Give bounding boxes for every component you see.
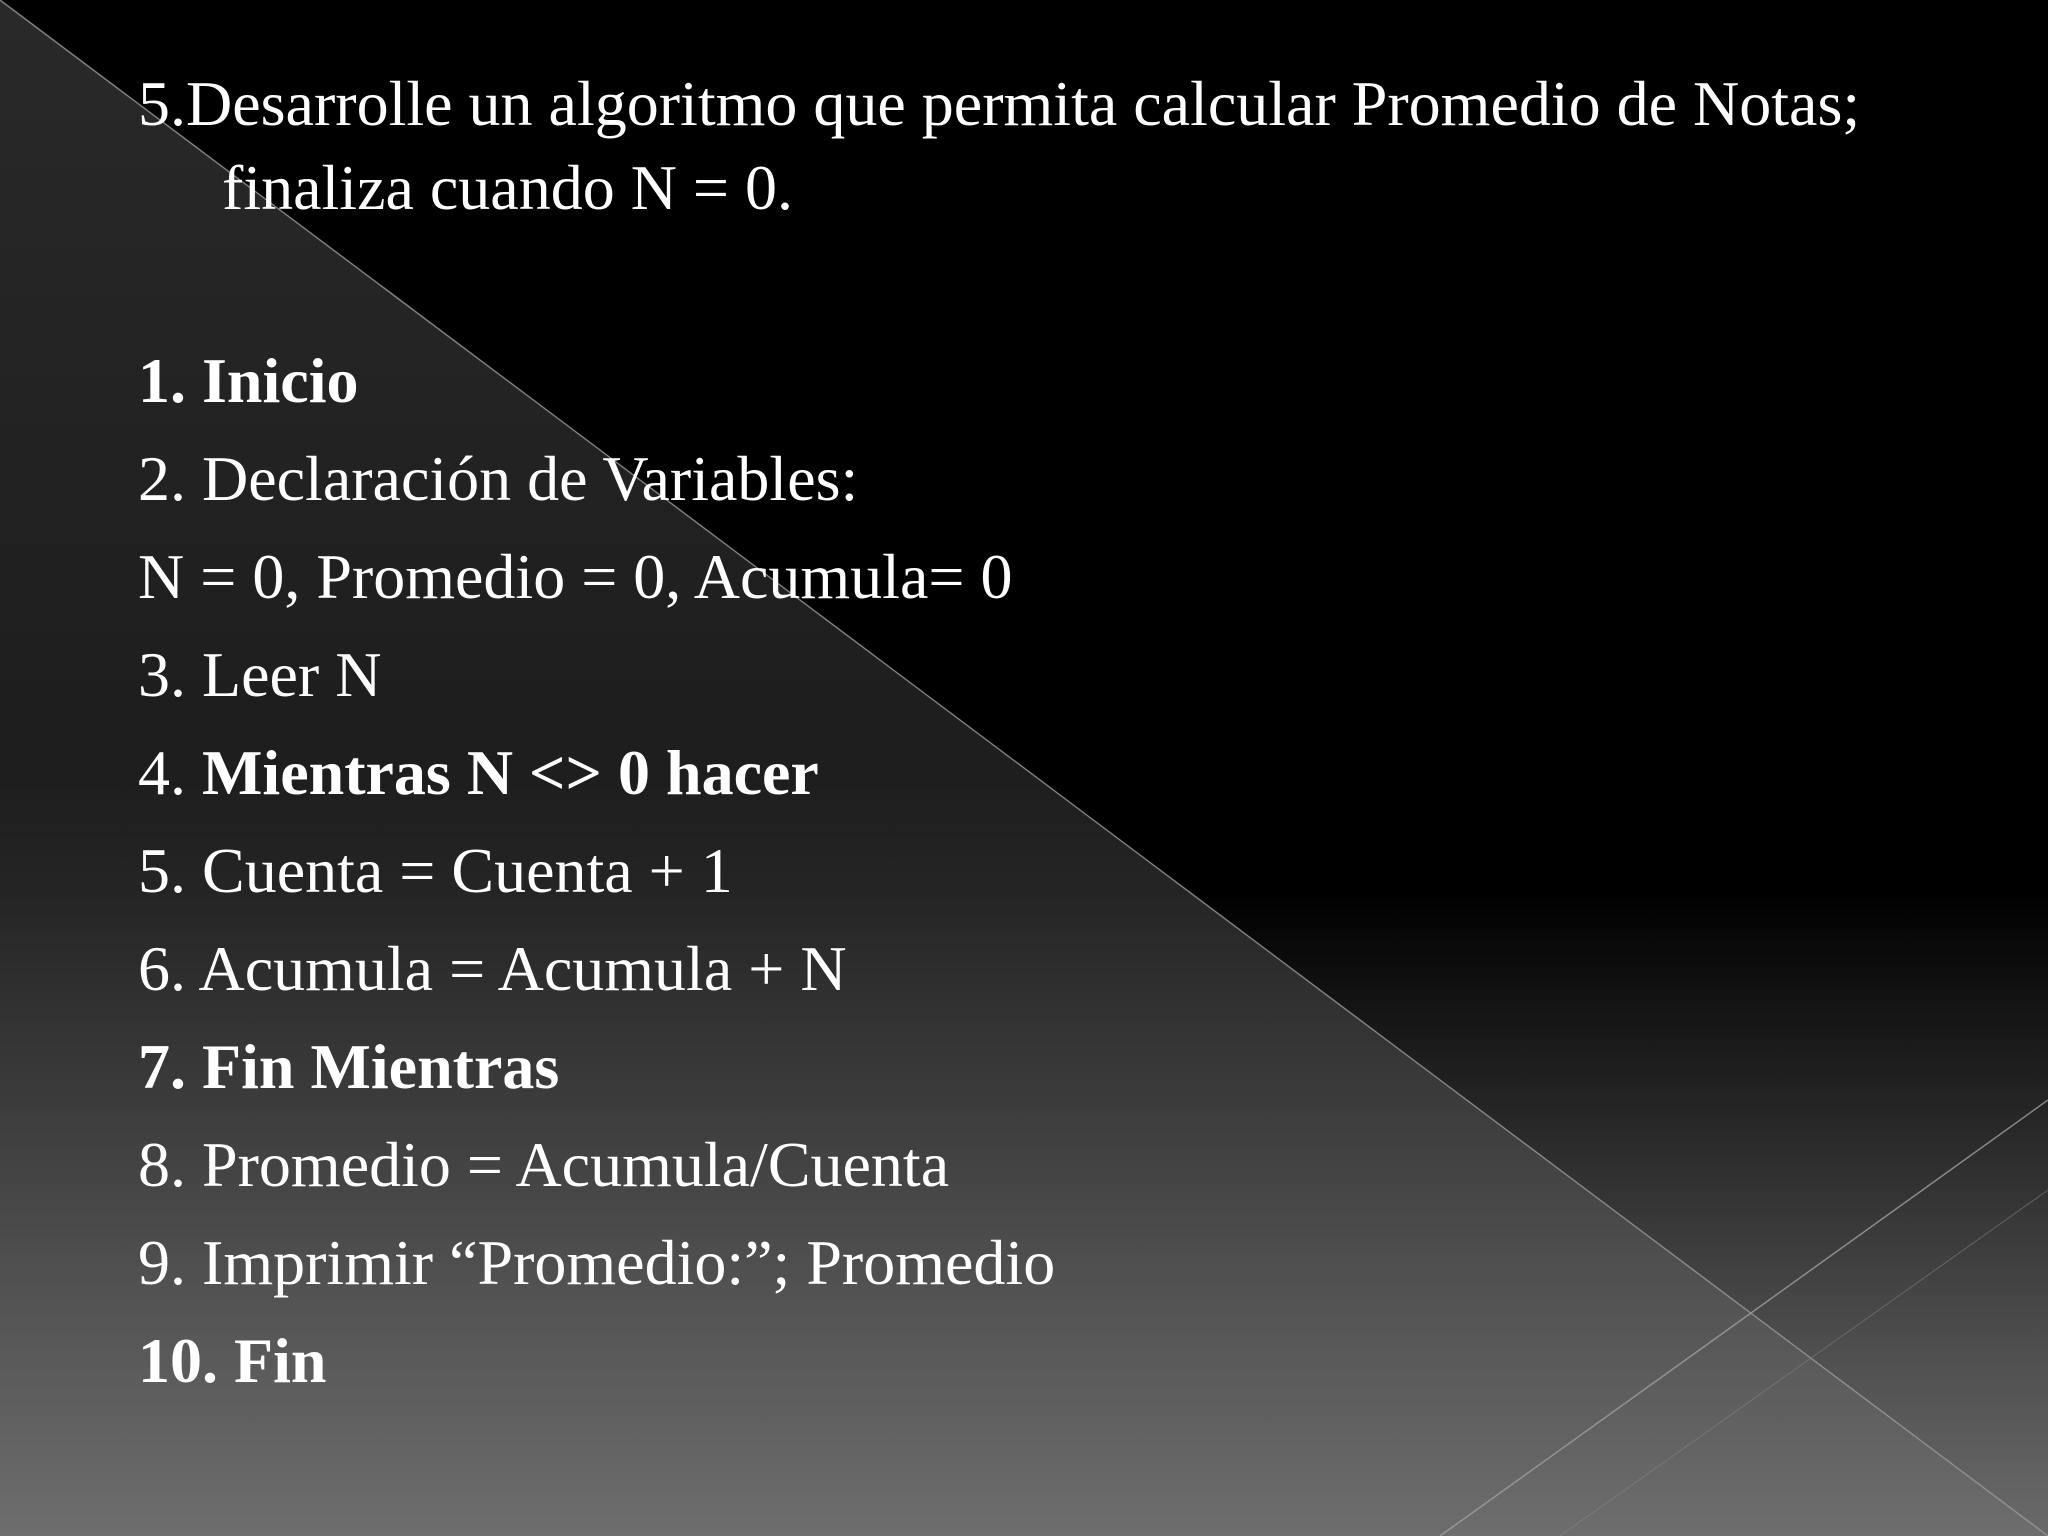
step-text: Inicio (202, 345, 359, 416)
step-text: Leer N (202, 639, 382, 710)
algorithm-step (138, 1018, 1055, 1116)
algorithm-steps (138, 332, 1055, 1410)
step-number: 9. (138, 1227, 186, 1298)
step-text: Fin (234, 1325, 327, 1396)
algorithm-step (138, 528, 1055, 626)
step-text: N = 0, Promedio = 0, Acumula= 0 (138, 541, 1013, 612)
step-text: Acumula = Acumula + N (198, 933, 847, 1004)
algorithm-step (138, 1214, 1055, 1312)
step-text: Fin Mientras (202, 1031, 560, 1102)
step-text: Declaración de Variables: (202, 443, 859, 514)
step-number: 7. (138, 1031, 186, 1102)
step-number: 10. (138, 1325, 218, 1396)
algorithm-step (138, 1312, 1055, 1410)
step-number: 2. (138, 443, 186, 514)
step-number: 8. (138, 1129, 186, 1200)
algorithm-step (138, 1116, 1055, 1214)
algorithm-step (138, 430, 1055, 528)
step-number: 6. (138, 933, 186, 1004)
step-number: 3. (138, 639, 186, 710)
step-text: Cuenta = Cuenta + 1 (202, 835, 733, 906)
step-text: Promedio = Acumula/Cuenta (202, 1129, 950, 1200)
algorithm-step (138, 920, 1055, 1018)
slide-title: 5.Desarrolle un algoritmo que permita calcular Promedio de Notas; finaliza cuando N = 0. (138, 68, 1861, 223)
step-text: Mientras N <> 0 hacer (202, 737, 819, 808)
step-number: 4. (138, 737, 186, 808)
algorithm-step (138, 822, 1055, 920)
step-number: 1. (138, 345, 186, 416)
algorithm-step (138, 724, 1055, 822)
step-number: 5. (138, 835, 186, 906)
slide-content (138, 62, 1998, 1396)
algorithm-step (138, 332, 1055, 430)
step-text: Imprimir “Promedio:”; Promedio (202, 1227, 1056, 1298)
algorithm-step (138, 626, 1055, 724)
